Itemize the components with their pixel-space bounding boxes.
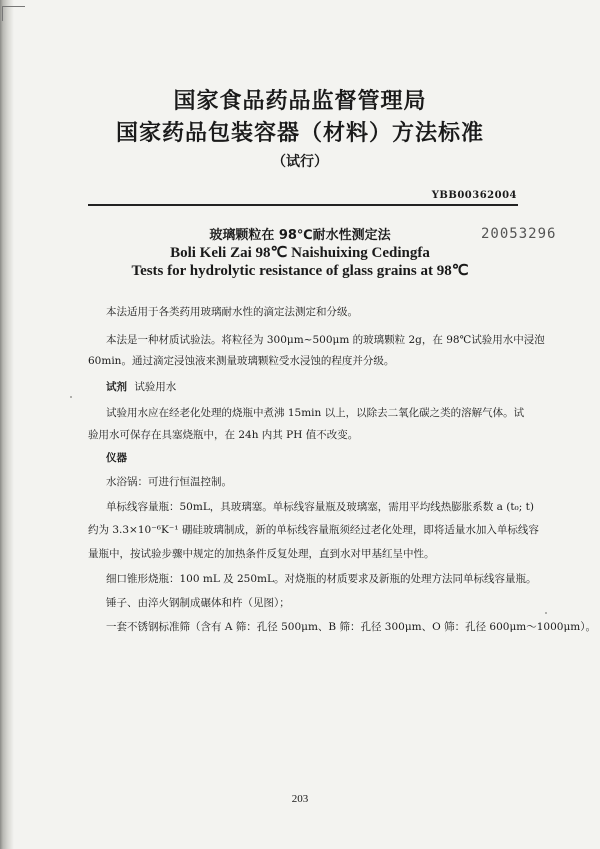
issuing-organization: 国家食品药品监督管理局 xyxy=(173,89,427,114)
scan-speck xyxy=(545,612,547,614)
header-rule xyxy=(88,204,518,206)
scan-speck xyxy=(70,396,72,398)
standard-series-title: 国家药品包装容器（材料）方法标准 xyxy=(115,121,484,146)
page-number: 203 xyxy=(291,793,309,805)
paragraph-water-line1: 试验用水应在经老化处理的烧瓶中煮沸 15min 以上，以除去二氧化碳之类的溶解气体。试 xyxy=(106,407,525,419)
paragraph-principle-line2: 60min。通过滴定浸蚀液来测量玻璃颗粒受水浸蚀的程度并分级。 xyxy=(88,355,395,367)
paragraph-water-line2: 验用水可保存在具塞烧瓶中，在 24h 内其 PH 值不改变。 xyxy=(88,429,359,441)
section-reagent-title: 试剂 xyxy=(106,381,127,393)
method-title-english: Tests for hydrolytic resistance of glass grains at 98℃ xyxy=(131,263,469,279)
method-title-pinyin: Boli Keli Zai 98℃ Naishuixing Cedingfa xyxy=(170,245,430,261)
paragraph-conical-flask: 细口锥形烧瓶：100 mL 及 250mL。对烧瓶的材质要求及新瓶的处理方法同单标线容量瓶。 xyxy=(106,573,537,585)
archive-stamp: 20053296 xyxy=(481,226,557,242)
paragraph-scope: 本法适用于各类药用玻璃耐水性的滴定法测定和分级。 xyxy=(106,306,358,318)
corner-mark xyxy=(2,6,25,21)
trial-label: （试行） xyxy=(272,154,328,170)
paragraph-flask-line2: 约为 3.3×10⁻⁶K⁻¹ 硼硅玻璃制成，新的单标线容量瓶须经过老化处理，即将适量水加入单标线容 xyxy=(88,524,539,536)
standard-code: YBB00362004 xyxy=(431,190,517,201)
paragraph-hammer: 锤子、由淬火钢制成碾体和杵（见图）； xyxy=(106,597,290,609)
paragraph-water-bath: 水浴锅：可进行恒温控制。 xyxy=(106,476,232,488)
section-instrument-title: 仪器 xyxy=(106,452,127,464)
paragraph-flask-line1: 单标线容量瓶：50mL，具玻璃塞。单标线容量瓶及玻璃塞，需用平均线热膨胀系数 a (t₀; t) xyxy=(106,501,534,513)
method-title-chinese: 玻璃颗粒在 98℃耐水性测定法 xyxy=(209,228,391,243)
section-reagent xyxy=(106,379,176,394)
paragraph-flask-line3: 量瓶中，按试验步骤中规定的加热条件反复处理，直到水对甲基红呈中性。 xyxy=(88,548,435,560)
paragraph-sieves: 一套不锈钢标准筛（含有 A 筛：孔径 500μm、B 筛：孔径 300μm、O 筛：孔径 600μm～1000μm）。 xyxy=(106,621,596,633)
paragraph-principle-line1: 本法是一种材质试验法。将粒径为 300μm~500μm 的玻璃颗粒 2g，在 98℃试验用水中浸泡 xyxy=(106,334,545,346)
section-reagent-subtitle: 试验用水 xyxy=(134,381,177,393)
